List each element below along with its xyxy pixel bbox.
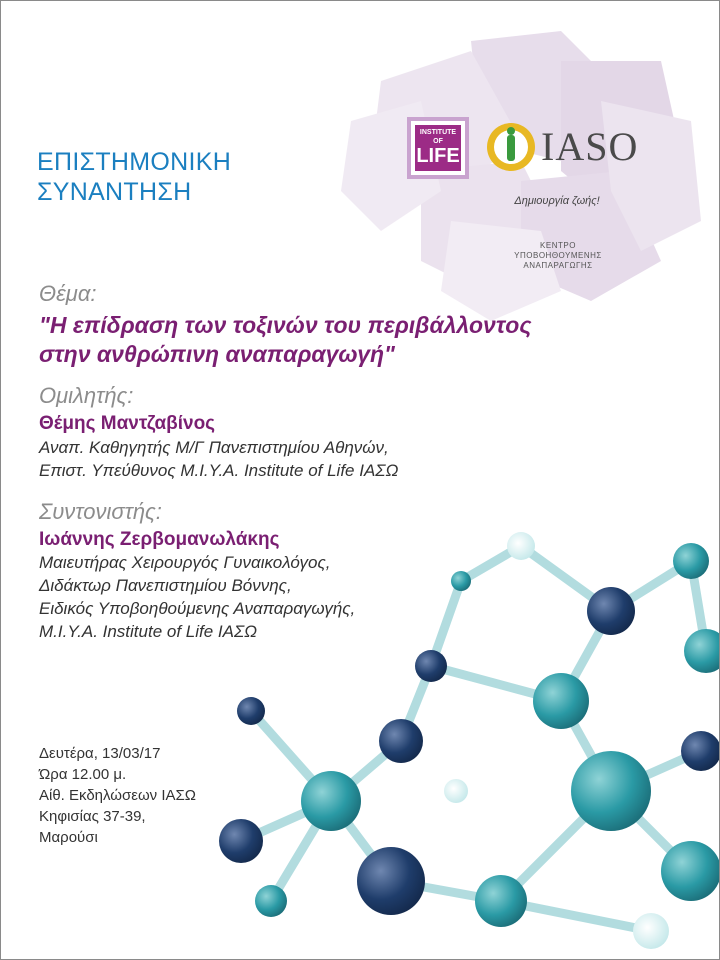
iaso-wordmark: IASO <box>541 124 639 169</box>
logo-group <box>407 117 647 277</box>
iaso-emblem-icon <box>485 121 537 173</box>
moderator-label: Συντονιστής: <box>39 499 162 524</box>
topic-title <box>39 311 532 369</box>
event-date: Δευτέρα, 13/03/17 <box>39 745 161 762</box>
event-venue: Αίθ. Εκδηλώσεων ΙΑΣΩ <box>39 787 196 804</box>
speaker-credential-line: Επιστ. Υπεύθυνος Μ.Ι.Υ.Α. Institute of Life ΙΑΣΩ <box>39 461 399 480</box>
event-type-heading <box>37 147 231 207</box>
speaker-name: Θέμης Μαντζαβίνος <box>39 413 216 434</box>
moderator-name: Ιωάννης Ζερβομανωλάκης <box>39 529 280 550</box>
moderator-credentials <box>39 551 355 643</box>
institute-of-life-logo <box>407 117 469 179</box>
center-name-line: ΚΕΝΤΡΟ <box>540 241 576 250</box>
speaker-credential-line: Αναπ. Καθηγητής Μ/Γ Πανεπιστημίου Αθηνών, <box>39 438 389 457</box>
moderator-credential-line: Μαιευτήρας Χειρουργός Γυναικολόγος, <box>39 553 331 572</box>
center-name-line: ΥΠΟΒΟΗΘΟΥΜΕΝΗΣ <box>514 251 602 260</box>
speaker-label: Ομιλητής: <box>39 383 134 408</box>
center-name-line: ΑΝΑΠΑΡΑΓΩΓΗΣ <box>523 261 593 270</box>
topic-line: "Η επίδραση των τοξινών του περιβάλλοντος <box>39 312 532 338</box>
topic-line: στην ανθρώπινη αναπαραγωγή" <box>39 341 395 367</box>
speaker-credentials <box>39 436 398 482</box>
event-type-line: ΣΥΝΑΝΤΗΣΗ <box>37 178 192 206</box>
moderator-credential-line: Μ.Ι.Υ.Α. Institute of Life ΙΑΣΩ <box>39 622 258 641</box>
event-time: Ώρα 12.00 μ. <box>39 766 127 783</box>
life-logo-word: LIFE <box>416 145 460 167</box>
moderator-credential-line: Διδάκτωρ Πανεπιστημίου Βόννης, <box>39 576 292 595</box>
topic-label: Θέμα: <box>39 281 97 306</box>
iaso-tagline: Δημιουργία ζωής! <box>514 195 600 207</box>
life-logo-top: INSTITUTE OF <box>419 129 457 145</box>
event-city: Μαρούσι <box>39 829 98 846</box>
event-type-line: ΕΠΙΣΤΗΜΟΝΙΚΗ <box>37 148 232 176</box>
event-details <box>39 743 196 848</box>
moderator-credential-line: Ειδικός Υποβοηθούμενης Αναπαραγωγής, <box>39 599 356 618</box>
center-name <box>493 241 623 271</box>
event-address: Κηφισίας 37-39, <box>39 808 146 825</box>
